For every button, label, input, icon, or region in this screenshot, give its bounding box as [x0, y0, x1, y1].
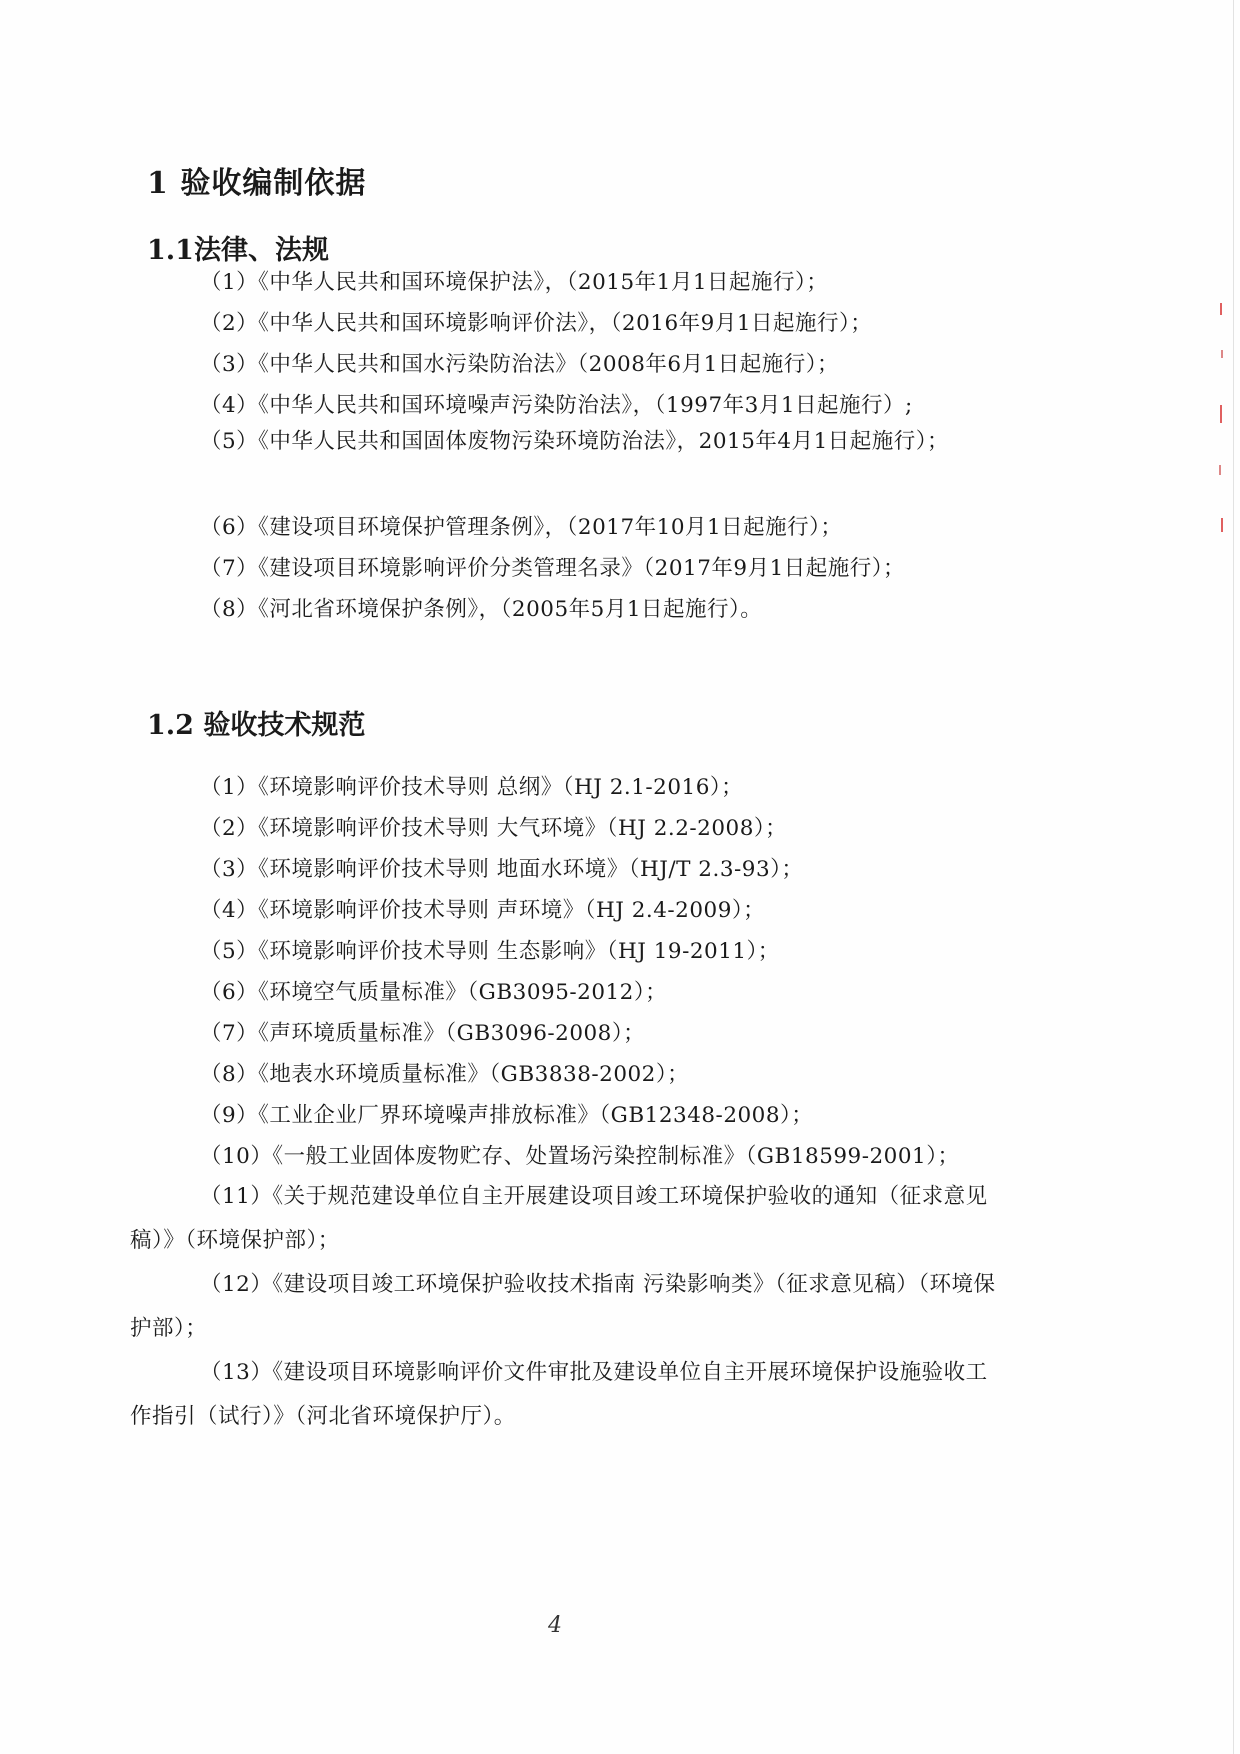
- scan-mark: [1221, 518, 1223, 532]
- scan-mark: [1220, 303, 1222, 315]
- law-item: （1）《中华人民共和国环境保护法》，（2015年1月1日起施行）；: [200, 270, 829, 295]
- law-item: （8）《河北省环境保护条例》，（2005年5月1日起施行）。: [200, 597, 763, 622]
- section-heading-specs: 1.2 验收技术规范: [147, 710, 366, 741]
- spec-item: （9）《工业企业厂界环境噪声排放标准》（GB12348-2008）；: [200, 1103, 814, 1128]
- spec-item: （13）《建设项目环境影响评价文件审批及建设单位自主开展环境保护设施验收工作指引（试行）》（河北省环境保护厅）。: [130, 1360, 988, 1429]
- spec-item: （2）《环境影响评价技术导则 大气环境》（HJ 2.2-2008）；: [200, 816, 788, 841]
- spec-item: （7）《声环境质量标准》（GB3096-2008）；: [200, 1021, 646, 1046]
- scan-edge: [1233, 0, 1234, 1754]
- spec-item: （8）《地表水环境质量标准》（GB3838-2002）；: [200, 1062, 690, 1087]
- scan-mark: [1219, 465, 1221, 475]
- spec-item: （5）《环境影响评价技术导则 生态影响》（HJ 19-2011）；: [200, 939, 780, 964]
- spec-item: （6）《环境空气质量标准》（GB3095-2012）；: [200, 980, 668, 1005]
- law-item: （6）《建设项目环境保护管理条例》，（2017年10月1日起施行）；: [200, 515, 843, 540]
- law-item: （2）《中华人民共和国环境影响评价法》，（2016年9月1日起施行）；: [200, 311, 873, 336]
- law-item: （5）《中华人民共和国固体废物污染环境防治法》，2015年4月1日起施行）；: [200, 429, 950, 454]
- page-number: 4: [548, 1613, 562, 1638]
- law-item: （4）《中华人民共和国环境噪声污染防治法》，（1997年3月1日起施行）;: [200, 393, 913, 418]
- law-item: （7）《建设项目环境影响评价分类管理名录》（2017年9月1日起施行）；: [200, 556, 906, 581]
- scan-mark: [1221, 350, 1223, 358]
- law-item: （3）《中华人民共和国水污染防治法》（2008年6月1日起施行）；: [200, 352, 840, 377]
- spec-item: （11）《关于规范建设单位自主开展建设项目竣工环境保护验收的通知（征求意见稿）》（环境保护部）；: [130, 1184, 988, 1253]
- spec-item: （1）《环境影响评价技术导则 总纲》（HJ 2.1-2016）；: [200, 775, 744, 800]
- spec-item: （3）《环境影响评价技术导则 地面水环境》（HJ/T 2.3-93）；: [200, 857, 804, 882]
- spec-item: （10）《一般工业固体废物贮存、处置场污染控制标准》（GB18599-2001）；: [200, 1144, 960, 1169]
- spec-item: （4）《环境影响评价技术导则 声环境》（HJ 2.4-2009）；: [200, 898, 766, 923]
- spec-item: （12）《建设项目竣工环境保护验收技术指南 污染影响类》（征求意见稿）（环境保护部）；: [130, 1272, 996, 1341]
- section-heading-laws: 1.1法律、法规: [147, 235, 329, 266]
- chapter-heading: 1 验收编制依据: [147, 166, 367, 201]
- scan-mark: [1220, 405, 1222, 423]
